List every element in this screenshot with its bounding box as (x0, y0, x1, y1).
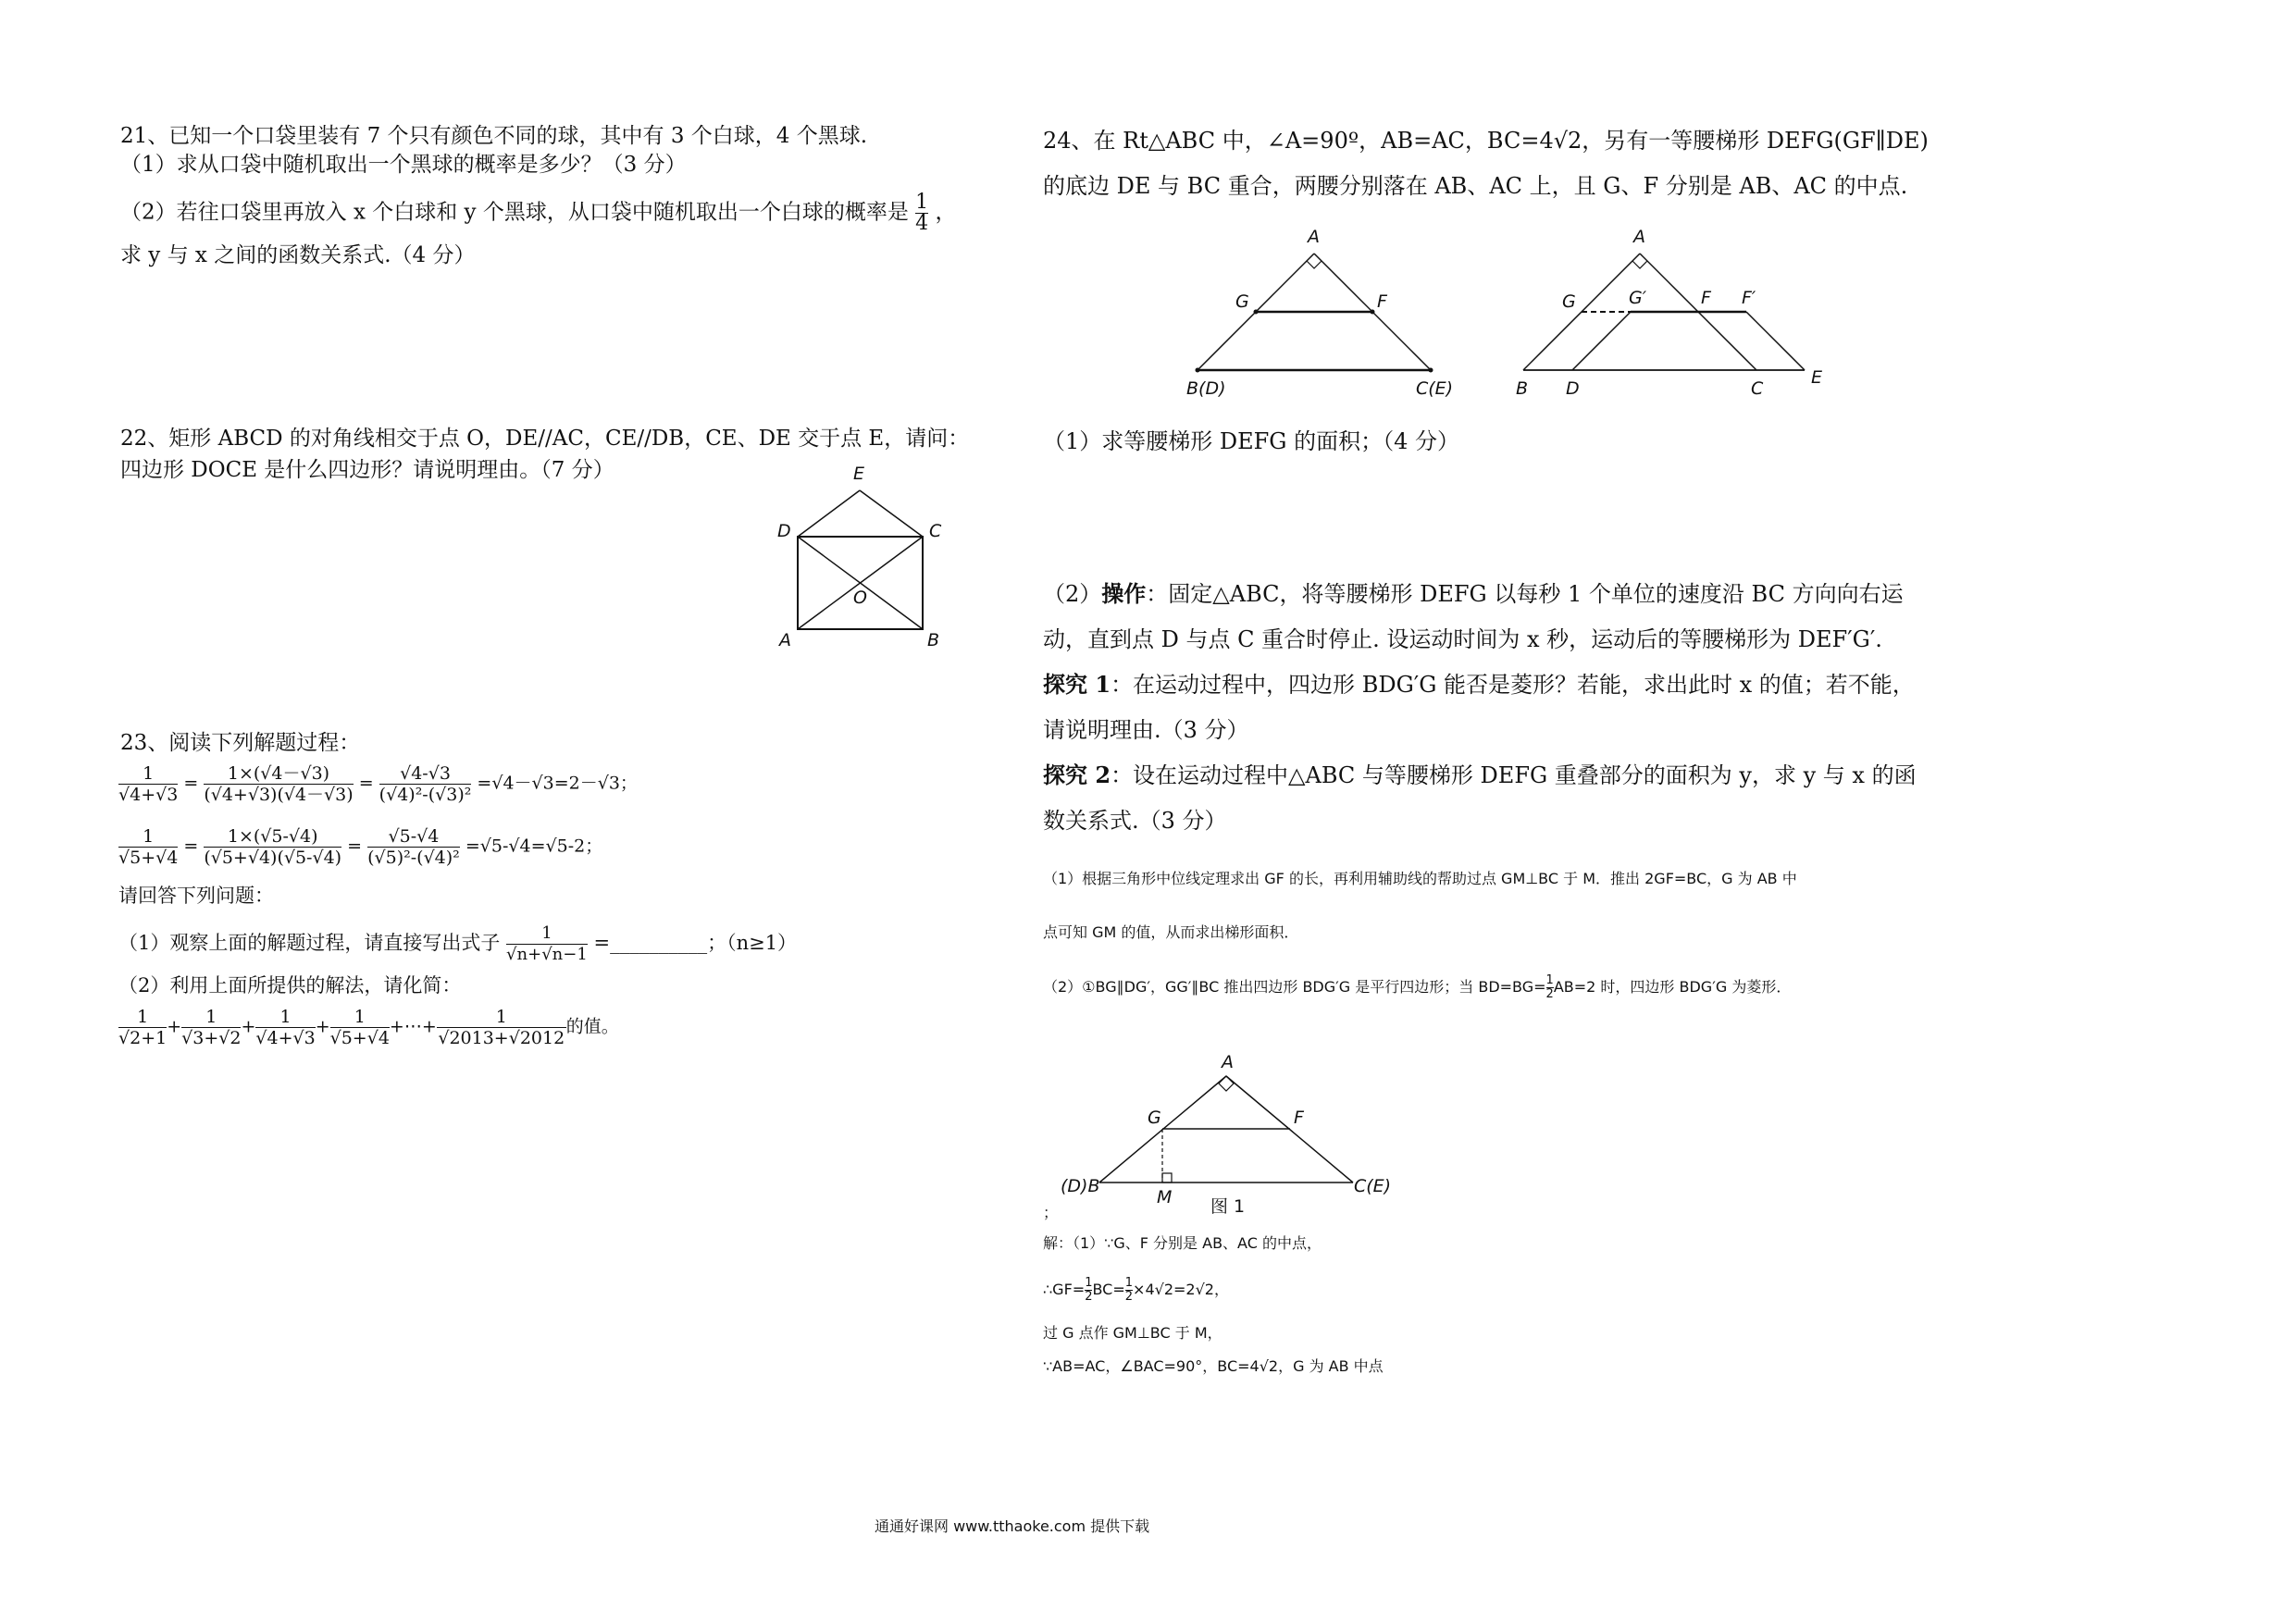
q21-part2-post: ， (935, 200, 957, 225)
q24-explore2-line2: 数关系式.（3 分） (1043, 808, 1227, 834)
sol2-den2: 2 (1124, 1290, 1134, 1304)
q24-hint-2 (1043, 974, 1791, 1001)
sum-dots: +⋯+ (389, 1016, 437, 1037)
fig2-label-F: F (1701, 288, 1711, 308)
fig1-label-G: G (1235, 291, 1249, 312)
q21-part2 (120, 192, 956, 234)
q24-solution-line2 (1043, 1277, 1229, 1304)
fig3-label-G: G (1148, 1108, 1161, 1128)
fig3-label-CE: C(E) (1354, 1176, 1392, 1196)
sol2-pre: ∴GF= (1043, 1281, 1086, 1298)
sum-term-2-den: √3+√2 (181, 1028, 242, 1048)
q23-ask: 请回答下列问题： (118, 885, 274, 907)
q23-part1-den: √n+√n−1 (506, 945, 588, 964)
eq2-tail: =√5-√4=√5-2； (465, 836, 603, 857)
q23-part1-text: （1）观察上面的解题过程，请直接写出式子 (118, 932, 501, 954)
sum-term-4-num: 1 (354, 1007, 366, 1027)
fig3-caption: 图 1 (1210, 1196, 1246, 1217)
eq2-r-num: √5-√4 (388, 826, 440, 847)
q24-solution-line1: 解：（1）∵G、F 分别是 AB、AC 的中点， (1043, 1234, 1322, 1252)
q24-hint-2-num: 1 (1545, 973, 1554, 987)
q22-line1: 22、矩形 ABCD 的对角线相交于点 O，DE//AC，CE//DB，CE、DE 交于点 E，请问： (120, 427, 970, 451)
fig2-label-G-prime: G′ (1629, 288, 1647, 308)
q21-part2-text: （2）若往口袋里再放入 x 个白球和 y 个黑球，从口袋中随机取出一个白球的概率是 (120, 200, 909, 225)
q23-part2: （2）利用上面所提供的解法，请化简： (118, 974, 462, 997)
eq1-tail: =√4－√3=2－√3； (477, 773, 638, 794)
q22-label-A: A (779, 630, 791, 650)
q24-operation-label: 操作 (1101, 580, 1147, 607)
sol2-num: 1 (1085, 1276, 1093, 1290)
fig1-label-A: A (1308, 227, 1320, 247)
page-footer: 通通好课网 www.tthaoke.com 提供下载 (875, 1517, 1150, 1535)
q21-fraction (915, 192, 928, 234)
sum-term-3-num: 1 (279, 1007, 292, 1027)
fig2-label-F-prime: F′ (1742, 288, 1756, 308)
fig2-label-D: D (1566, 378, 1580, 399)
q24-line1: 24、在 Rt△ABC 中，∠A=90º，AB=AC，BC=4√2，另有一等腰梯形 DEFG(GF∥DE) (1043, 128, 1929, 154)
q24-hint-1: （1）根据三角形中位线定理求出 GF 的长，再利用辅助线的帮助过点 GM⊥BC 于 M．推出 2GF=BC，G 为 AB 中 (1043, 870, 1797, 887)
eq1-mid-num: 1×(√4－√3) (227, 763, 330, 784)
q24-explore1-line1 (1043, 671, 1915, 699)
eq1-lhs-den: √4+√3 (118, 785, 179, 805)
q24-hint-2-den: 2 (1545, 987, 1554, 1001)
q24-part2-line1 (1043, 580, 1904, 608)
q22-label-D: D (777, 521, 791, 541)
q23-part1-num: 1 (541, 923, 552, 943)
eq2-lhs-num: 1 (143, 826, 155, 847)
eq1-r-den: (√4)²-(√3)² (379, 785, 472, 805)
sum-last-num: 1 (495, 1007, 507, 1027)
q24-hint-1b: 点可知 GM 的值，从而求出梯形面积． (1043, 923, 1299, 941)
q24-part2-line2: 动，直到点 D 与点 C 重合时停止. 设运动时间为 x 秒，运动后的等腰梯形为 DEF′G′. (1043, 626, 1882, 652)
q24-explore1-text: ：在运动过程中，四边形 BDG′G 能否是菱形？若能，求出此时 x 的值；若不能， (1111, 672, 1915, 698)
fig2-label-C: C (1751, 378, 1764, 399)
sum-term-2-num: 1 (205, 1007, 217, 1027)
sol2-den: 2 (1085, 1290, 1093, 1304)
sol2-mid: BC= (1092, 1281, 1125, 1298)
q24-hint-2-text: （2）①BG∥DG′，GG′∥BC 推出四边形 BDG′G 是平行四边形；当 BD=BG= (1043, 978, 1546, 996)
fig2-label-B: B (1516, 378, 1529, 399)
q24-explore1-line2: 请说明理由.（3 分） (1043, 717, 1249, 743)
fig2-label-G: G (1562, 291, 1576, 312)
q24-line2: 的底边 DE 与 BC 重合，两腰分别落在 AB、AC 上，且 G、F 分别是 AB、AC 的中点. (1043, 173, 1908, 199)
q22-label-C: C (929, 521, 942, 541)
q24-hint-2-post: AB=2 时，四边形 BDG′G 为菱形． (1553, 978, 1792, 996)
q24-solution-figure (1055, 1053, 1425, 1229)
sol2-num2: 1 (1124, 1276, 1134, 1290)
eq1-lhs-num: 1 (143, 763, 155, 784)
q24-semicolon: ； (1043, 1204, 1059, 1221)
fig3-label-F: F (1294, 1108, 1304, 1128)
q22-label-B: B (927, 630, 940, 650)
q21-title: 21、已知一个口袋里装有 7 个只有颜色不同的球，其中有 3 个白球，4 个黑球. (120, 124, 868, 148)
sum-term-1-den: √2+1 (118, 1028, 168, 1048)
q21-part1: （1）求从口袋中随机取出一个黑球的概率是多少？（3 分） (120, 153, 687, 177)
q21-fraction-den: 4 (915, 212, 929, 235)
eq2-r-den: (√5)²-(√4)² (367, 848, 460, 868)
q23-sum-expression: $\frac{1}{√2+1}$ + $\frac{1}{√3+√2}$ + $\frac{1}{√4+√3}$ + $\frac{1}{√5+√4}$ +⋯+ $\frac{1}{√2013+√2012}$ 的值。 (118, 1007, 619, 1048)
q24-solution-line3: 过 G 点作 GM⊥BC 于 M， (1043, 1324, 1222, 1342)
eq2-mid-den: (√5+√4)(√5-√4) (204, 848, 342, 868)
eq2-lhs-den: √5+√4 (118, 848, 179, 868)
sum-term-1-num: 1 (137, 1007, 149, 1027)
q23-part1 (118, 923, 797, 965)
fig2-label-E: E (1811, 367, 1823, 388)
q22-rectangle-figure (768, 463, 953, 657)
q23-part1-post: =__________；（n≥1） (593, 932, 798, 954)
q24-trapezoid-figure-2 (1508, 222, 1842, 402)
q23-equation-1: $\frac{1}{√4+√3}$ = $\frac{1\times(√4-√3)}{(√4+√3)(√4-√3)}$ = $\frac{√4-√3}{\text{(√4)²-(√3)²}}$ =√4－√3=2－√3； (118, 763, 638, 805)
sum-last-den: √2013+√2012 (438, 1028, 565, 1048)
fig3-label-A: A (1222, 1052, 1234, 1072)
fig2-label-A: A (1633, 227, 1645, 247)
eq2-mid-num: 1×(√5-√4) (227, 826, 318, 847)
q24-explore2-line1 (1043, 761, 1917, 789)
q22-label-E: E (853, 464, 865, 484)
q24-trapezoid-figure-1 (1175, 222, 1481, 402)
q24-part1: （1）求等腰梯形 DEFG 的面积；（4 分） (1043, 428, 1460, 454)
q22-label-O: O (853, 588, 867, 608)
fig3-label-DB: (D)B (1061, 1176, 1100, 1196)
q24-part2-num: （2） (1043, 581, 1102, 607)
q21-fraction-num: 1 (915, 191, 929, 214)
q23-title: 23、阅读下列解题过程： (120, 731, 361, 755)
q24-explore2-text: ：设在运动过程中△ABC 与等腰梯形 DEFG 重叠部分的面积为 y，求 y 与 x 的函 (1111, 762, 1917, 788)
fig1-label-BD: B(D) (1186, 378, 1226, 399)
q24-explore2-label: 探究 2 (1043, 761, 1111, 788)
q24-part2-text: ：固定△ABC，将等腰梯形 DEFG 以每秒 1 个单位的速度沿 BC 方向向右运 (1146, 581, 1904, 607)
q24-explore1-label: 探究 1 (1043, 671, 1111, 698)
sol2-post: ×4√2=2√2， (1133, 1281, 1229, 1298)
fig1-label-F: F (1377, 291, 1387, 312)
fig1-label-CE: C(E) (1416, 378, 1454, 399)
q22-line2: 四边形 DOCE 是什么四边形？请说明理由。（7 分） (120, 458, 614, 482)
fig3-label-M: M (1157, 1187, 1173, 1207)
q21-part2-line2: 求 y 与 x 之间的函数关系式.（4 分） (120, 243, 476, 267)
q24-solution-line4: ∵AB=AC，∠BAC=90°，BC=4√2，G 为 AB 中点 (1043, 1357, 1384, 1375)
q23-equation-2: $\frac{1}{√5+√4}$ = $\frac{1\times(√5-√4)}{(√5+√4)(√5-√4)}$ = $\frac{√5-√4}{\text{(√5)²-(√4)²}}$ =√5-√4=√5-2； (118, 826, 603, 868)
eq1-r-num: √4-√3 (400, 763, 451, 784)
eq1-mid-den: (√4+√3)(√4－√3) (204, 785, 354, 805)
sum-term-4-den: √5+√4 (329, 1028, 390, 1048)
sum-tail: 的值。 (565, 1016, 619, 1037)
sum-term-3-den: √4+√3 (255, 1028, 316, 1048)
